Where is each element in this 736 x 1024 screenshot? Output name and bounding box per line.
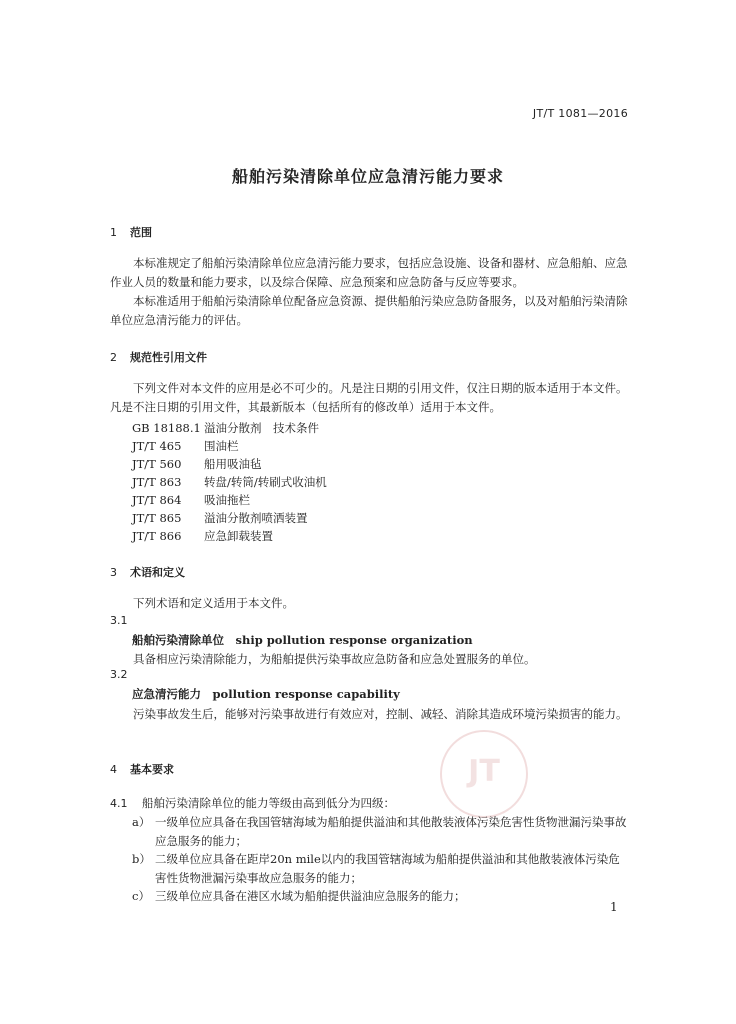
list-item-label: a） xyxy=(132,815,151,829)
paragraph: 下列术语和定义适用于本文件。 xyxy=(133,596,294,610)
term-definition: 污染事故发生后，能够对污染事故进行有效应对，控制、减轻、消除其造成环境污染损害的能力。 xyxy=(133,707,628,721)
reference-title: 船用吸油毡 xyxy=(204,457,262,471)
list-item xyxy=(132,887,630,906)
reference-code: JT/T 465 xyxy=(132,439,182,453)
section-number: 1 xyxy=(110,226,117,239)
list-item-label: c） xyxy=(132,889,150,903)
section-4-heading xyxy=(110,761,174,777)
reference-code: JT/T 864 xyxy=(132,493,182,507)
section-number: 4 xyxy=(110,763,117,776)
reference-item xyxy=(132,420,319,436)
term-definition: 具备相应污染清除能力，为船舶提供污染事故应急防备和应急处置服务的单位。 xyxy=(133,652,536,666)
list-item-text: 一级单位应具备在我国管辖海域为船舶提供溢油和其他散装液体污染危害性货物泄漏污染事故应急服务的能力； xyxy=(155,815,627,848)
reference-item xyxy=(132,456,262,472)
list-item-label: b） xyxy=(132,852,151,866)
reference-code: JT/T 863 xyxy=(132,475,182,489)
section-title: 规范性引用文件 xyxy=(130,351,207,364)
reference-title: 吸油拖栏 xyxy=(204,493,250,507)
clause-4-1 xyxy=(110,795,395,811)
reference-title: 溢油分散剂 技术条件 xyxy=(204,421,319,435)
paragraph: 下列文件对本文件的应用是必不可少的。凡是注日期的引用文件，仅注日期的版本适用于本文件。凡是不注日期的引用文件，其最新版本（包括所有的修改单）适用于本文件。 xyxy=(110,381,628,414)
paragraph: 本标准适用于船舶污染清除单位配备应急资源、提供船舶污染应急防备服务，以及对船舶污染清除单位应急清污能力的评估。 xyxy=(110,294,628,327)
section-number: 2 xyxy=(110,351,117,364)
reference-item xyxy=(132,438,239,454)
reference-code: JT/T 866 xyxy=(132,529,182,543)
section-3-heading xyxy=(110,564,185,580)
jt-watermark-logo xyxy=(440,730,528,818)
reference-item xyxy=(132,474,327,490)
term-number: 3.2 xyxy=(110,668,128,681)
document-title: 船舶污染清除单位应急清污能力要求 xyxy=(231,167,504,186)
list-item xyxy=(132,850,630,888)
term-entry: 船舶污染清除单位 ship pollution response organization xyxy=(132,633,473,647)
term-number: 3.1 xyxy=(110,614,128,627)
reference-code: GB 18188.1 xyxy=(132,421,201,435)
reference-title: 溢油分散剂喷洒装置 xyxy=(204,511,308,525)
list-item xyxy=(132,813,630,851)
section-1-heading xyxy=(110,224,152,240)
page-number: 1 xyxy=(610,900,618,914)
reference-code: JT/T 865 xyxy=(132,511,182,525)
reference-title: 应急卸载装置 xyxy=(204,529,273,543)
section-title: 术语和定义 xyxy=(130,566,185,579)
reference-item xyxy=(132,528,273,544)
reference-title: 转盘/转筒/转刷式收油机 xyxy=(204,475,327,489)
list-item-text: 三级单位应具备在港区水域为船舶提供溢油应急服务的能力； xyxy=(155,889,466,903)
section-title: 基本要求 xyxy=(130,763,174,776)
section-2-heading xyxy=(110,349,207,365)
standard-number: JT/T 1081—2016 xyxy=(532,107,628,120)
paragraph: 本标准规定了船舶污染清除单位应急清污能力要求，包括应急设施、设备和器材、应急船舶、应急作业人员的数量和能力要求，以及综合保障、应急预案和应急防备与反应等要求。 xyxy=(110,256,628,289)
clause-number: 4.1 xyxy=(110,797,128,810)
reference-code: JT/T 560 xyxy=(132,457,182,471)
list-item-text: 二级单位应具备在距岸20n mile以内的我国管辖海域为船舶提供溢油和其他散装液体污染危害性货物泄漏污染事故应急服务的能力； xyxy=(155,852,620,885)
section-title: 范围 xyxy=(130,226,152,239)
reference-title: 围油栏 xyxy=(204,439,239,453)
reference-item xyxy=(132,510,308,526)
term-entry: 应急清污能力 pollution response capability xyxy=(132,687,400,701)
reference-item xyxy=(132,492,250,508)
clause-text: 船舶污染清除单位的能力等级由高到低分为四级： xyxy=(142,796,395,810)
section-number: 3 xyxy=(110,566,117,579)
